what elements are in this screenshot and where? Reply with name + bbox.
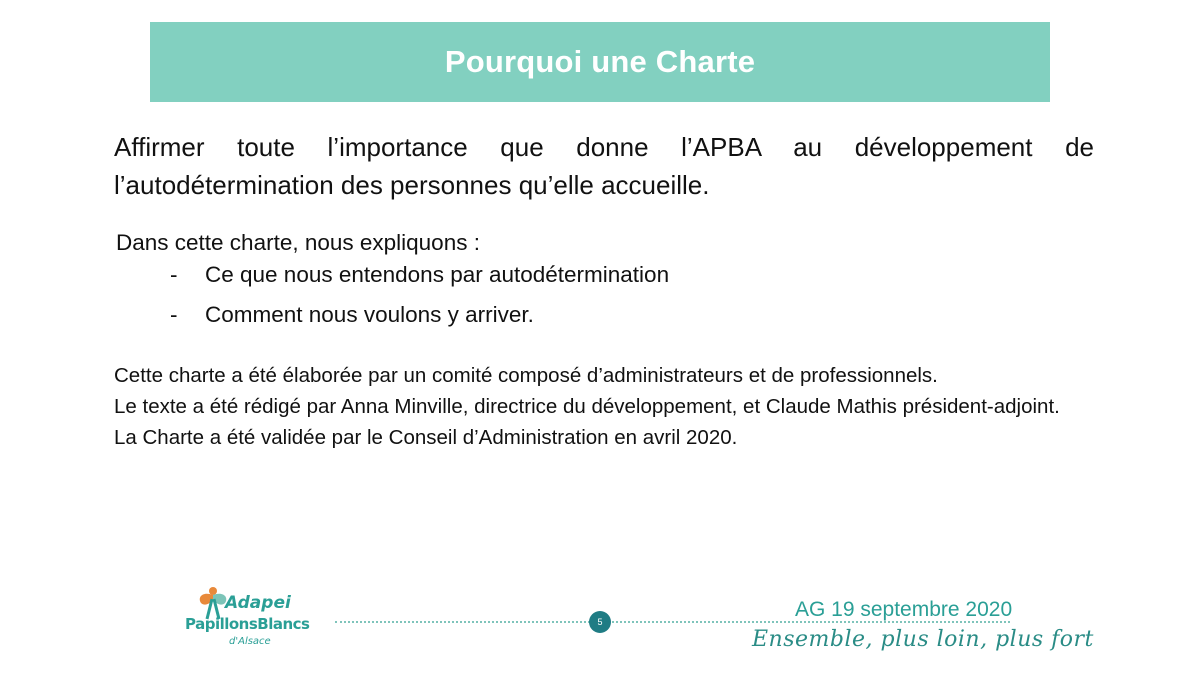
bullet-marker: - [170, 262, 178, 287]
bullet-item [170, 262, 669, 302]
intro-text: Dans cette charte, nous expliquons : [116, 230, 480, 255]
title-banner [150, 22, 1050, 102]
paragraph: La Charte a été validée par le Conseil d’Administration en avril 2020. [114, 426, 738, 449]
event-label: AG 19 septembre 2020 [795, 598, 1013, 621]
bullet-text: Comment nous voulons y arriver. [205, 302, 534, 327]
bullet-marker: - [170, 302, 178, 327]
logo-subtitle: PapillonsBlancs [185, 615, 310, 633]
adapei-logo [185, 585, 330, 660]
page-number: 5 [589, 611, 611, 633]
bullet-item [170, 302, 669, 342]
bullet-text: Ce que nous entendons par autodétermination [205, 262, 670, 287]
bullet-list [170, 262, 669, 342]
slogan: Ensemble, plus loin, plus fort [752, 627, 1094, 652]
logo-region: d'Alsace [229, 636, 271, 647]
paragraph: Cette charte a été élaborée par un comité composé d’administrateurs et de professionnels. [114, 364, 938, 387]
body-text [114, 360, 1094, 453]
lead-paragraph: Affirmer toute l’importance que donne l’APBA au développement de l’autodétermination des personnes qu’elle accueille. [114, 132, 1094, 200]
logo-name: Adapei [225, 593, 291, 613]
slide-title: Pourquoi une Charte [444, 44, 756, 79]
paragraph: Le texte a été rédigé par Anna Minville, directrice du développement, et Claude Mathis président-adjoint. [114, 395, 1060, 418]
